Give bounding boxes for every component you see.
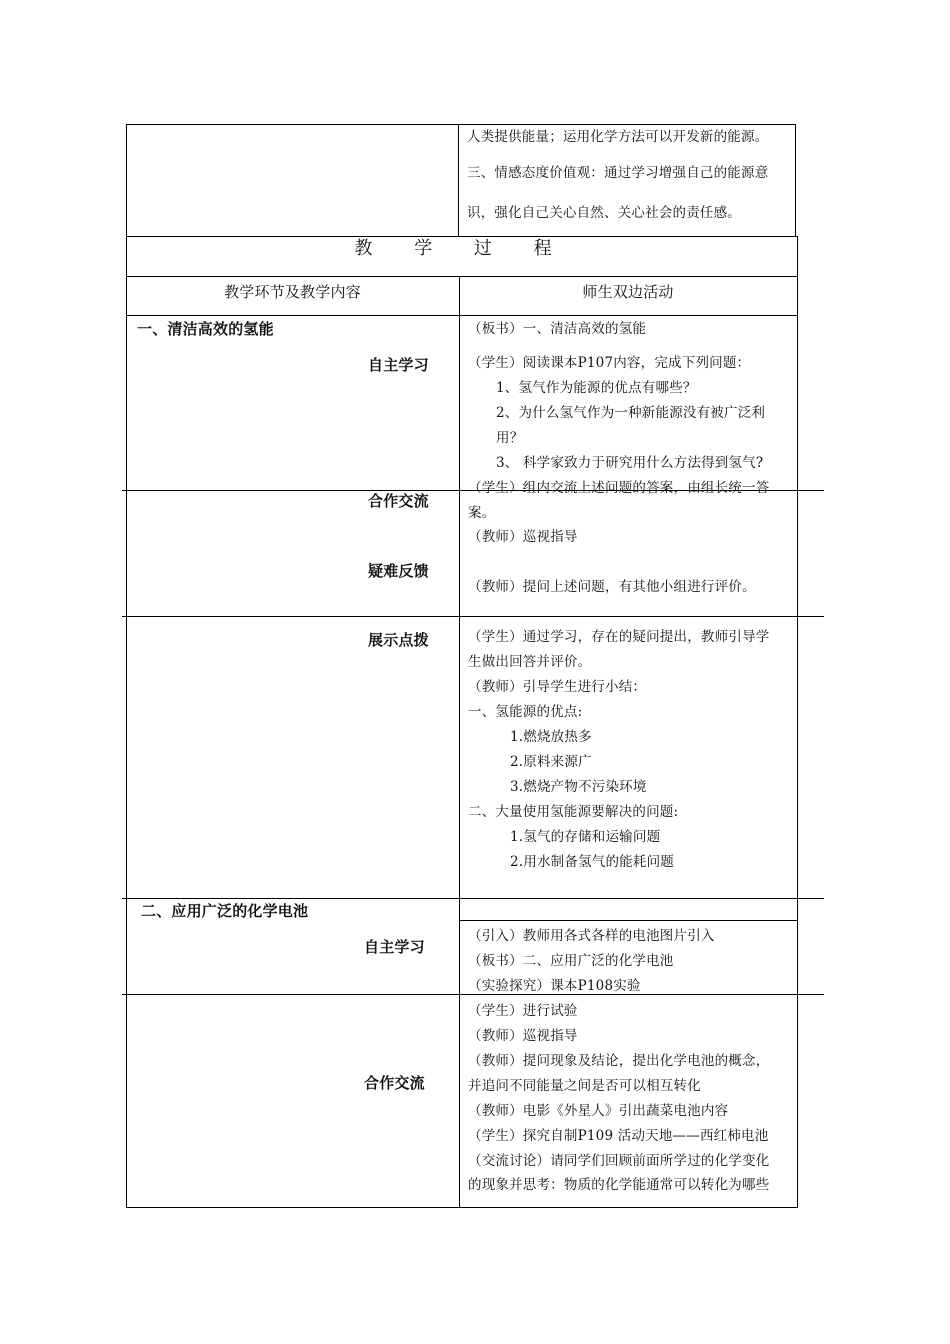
header-left: 教学环节及教学内容 <box>224 283 361 301</box>
activity-line: （学生）阅读课本P107内容，完成下列问题： <box>468 355 751 371</box>
activity-line: 生做出回答并评价。 <box>468 654 592 670</box>
activity-line: 2.原料来源广 <box>510 754 592 770</box>
header-right: 师生双边活动 <box>582 283 674 301</box>
activity-line: 1.燃烧放热多 <box>510 729 592 745</box>
objective-line: 三、情感态度价值观：通过学习增强自己的能源意 <box>467 165 769 181</box>
activity-line: （板书）二、应用广泛的化学电池 <box>468 953 674 969</box>
rule <box>126 124 796 125</box>
activity-line: （学生）通过学习，存在的疑问提出，教师引导学 <box>468 629 770 645</box>
activity-line: 二、大量使用氢能源要解决的问题: <box>468 804 679 820</box>
activity-line: 3、 科学家致力于研究用什么方法得到氢气? <box>496 455 764 471</box>
process-title: 教 学 过 程 <box>354 238 570 259</box>
activity-line: 1、氢气作为能源的优点有哪些？ <box>496 380 697 396</box>
activity-line: 2.用水制备氢气的能耗问题 <box>510 854 674 870</box>
stage-cooperate: 合作交流 <box>368 492 429 510</box>
activity-line: （教师）引导学生进行小结： <box>468 679 647 695</box>
rule <box>795 124 796 236</box>
rule <box>459 276 460 1208</box>
rule <box>126 236 798 237</box>
stage-feedback: 疑难反馈 <box>368 562 429 580</box>
stage-self-study: 自主学习 <box>368 356 429 374</box>
rule <box>126 315 798 316</box>
stage-show: 展示点拨 <box>368 631 429 649</box>
rule <box>459 920 797 921</box>
objective-line: 识，强化自己关心自然、关心社会的责任感。 <box>467 205 741 221</box>
activity-line: （学生）组内交流上述问题的答案，由组长统一答 <box>468 480 770 496</box>
activity-line: （教师）提问现象及结论，提出化学电池的概念， <box>468 1053 770 1069</box>
rule <box>458 124 459 236</box>
activity-line: 案。 <box>468 505 496 521</box>
stage-cooperate: 合作交流 <box>364 1074 425 1092</box>
objective-line: 人类提供能量；运用化学方法可以开发新的能源。 <box>467 129 769 145</box>
activity-line: （教师）电影《外星人》引出蔬菜电池内容 <box>468 1103 729 1119</box>
activity-line: （交流讨论）请同学们回顾前面所学过的化学变化 <box>468 1153 770 1169</box>
section1-heading: 一、清洁高效的氢能 <box>137 320 274 338</box>
activity-line: 并追问不同能量之间是否可以相互转化 <box>468 1078 701 1094</box>
activity-line: 的现象并思考：物质的化学能通常可以转化为哪些 <box>468 1177 770 1193</box>
rule <box>126 276 798 277</box>
activity-line: （学生）探究自制P109 活动天地——西红柿电池 <box>468 1128 769 1144</box>
activity-line: 1.氢气的存储和运输问题 <box>510 829 661 845</box>
activity-line: （学生）进行试验 <box>468 1003 578 1019</box>
rule <box>126 1207 798 1208</box>
rule <box>122 616 824 617</box>
activity-line: （引入）教师用各式各样的电池图片引入 <box>468 928 715 944</box>
activity-line: 一、氢能源的优点: <box>468 704 583 720</box>
activity-line: 3.燃烧产物不污染环境 <box>510 779 647 795</box>
activity-line: （实验探究）课本P108实验 <box>468 978 641 994</box>
section2-heading: 二、应用广泛的化学电池 <box>141 902 309 920</box>
activity-line: （教师）巡视指导 <box>468 529 578 545</box>
rule <box>122 898 824 899</box>
activity-line: （教师）巡视指导 <box>468 1028 578 1044</box>
activity-line: （板书）一、清洁高效的氢能 <box>468 321 647 337</box>
activity-line: 2、为什么氢气作为一种新能源没有被广泛利 <box>496 405 766 421</box>
stage-self-study: 自主学习 <box>364 938 425 956</box>
rule <box>797 236 798 1208</box>
activity-line: （教师）提问上述问题，有其他小组进行评价。 <box>468 579 756 595</box>
activity-line: 用？ <box>496 430 524 446</box>
